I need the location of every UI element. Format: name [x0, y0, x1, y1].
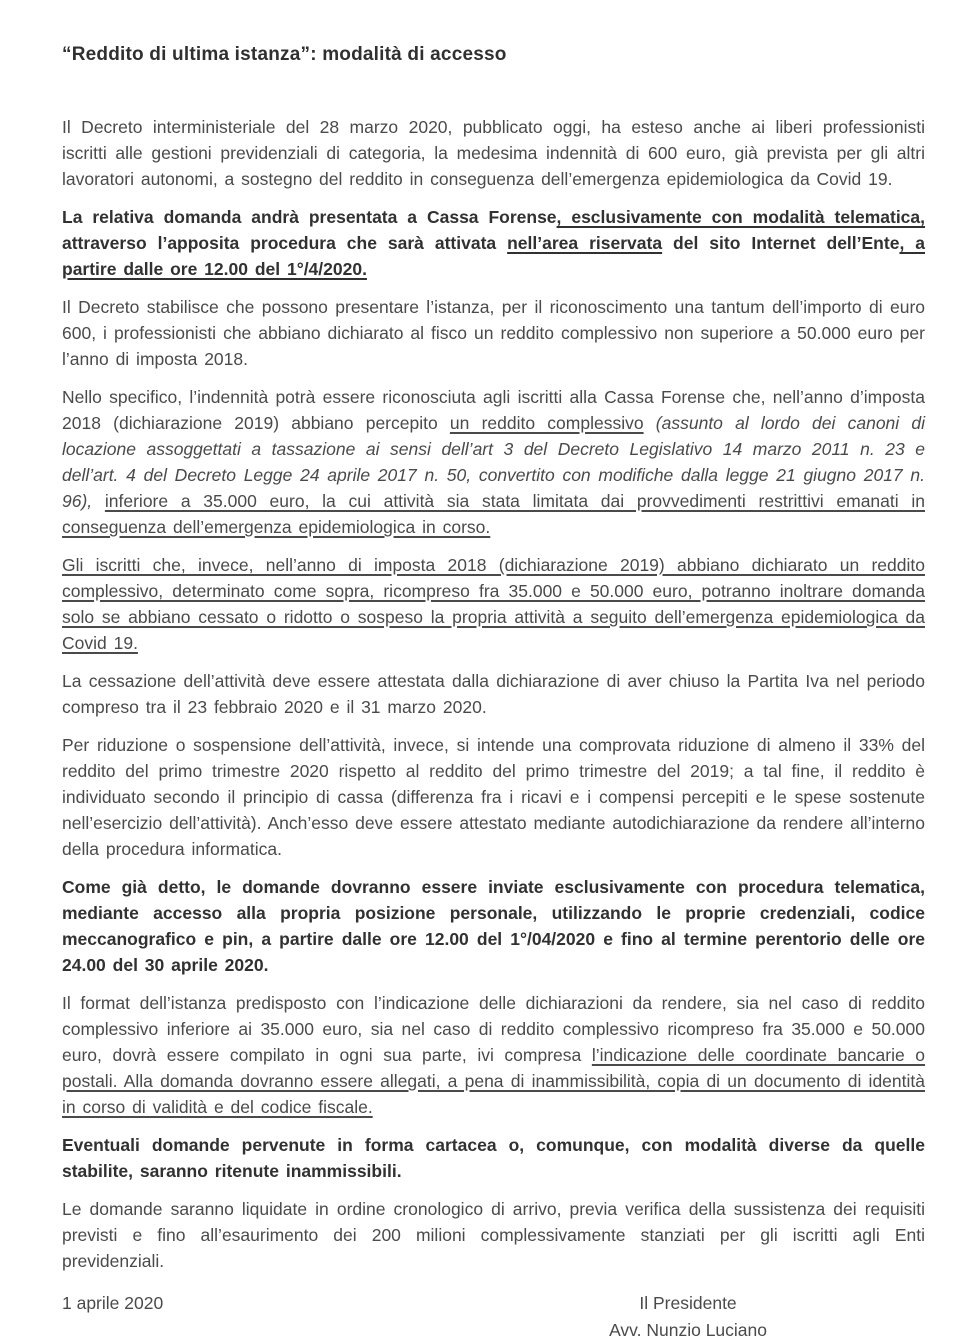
text-run: , esclusivamente con modalità telematica,	[556, 207, 926, 227]
paragraph	[62, 114, 925, 192]
paragraph	[62, 1132, 925, 1184]
text-run: Le domande saranno liquidate in ordine cronologico di arrivo, previa verifica della sussistenza dei requisiti previsti e fino all’esaurimento dei 200 milioni complessivamente stanziati per gli iscritti agli Enti previdenziali.	[62, 1199, 925, 1271]
text-run: inferiore a 35.000 euro, la cui attività sia stata limitata dai provvedimenti restrittivi emanati in conseguenza dell’emergenza epidemiologica in corso.	[62, 491, 925, 537]
text-run: attraverso l’apposita procedura che sarà attivata	[62, 233, 508, 253]
paragraph	[62, 294, 925, 372]
text-run: Per riduzione o sospensione dell’attività, invece, si intende una comprovata riduzione di almeno il 33% del reddito del primo trimestre 2020 rispetto al reddito del primo trimestre del 2019; a tal fine, il reddito è individuato secondo il principio di cassa (differenza fra i ricavi e i compensi percepiti e le spese sostenute nell’esercizio dell’attività). Anch’esso deve essere attestato mediante autodichiarazione da rendere all’interno della procedura informatica.	[62, 735, 925, 859]
paragraph	[62, 1196, 925, 1274]
paragraph	[62, 990, 925, 1120]
paragraph	[62, 384, 925, 540]
text-run: del sito Internet dell’Ente	[662, 233, 900, 253]
paragraph	[62, 732, 925, 862]
footer	[62, 1290, 925, 1344]
paragraph	[62, 874, 925, 978]
text-run: Il Decreto interministeriale del 28 marzo 2020, pubblicato oggi, ha esteso anche ai liberi professionisti iscritti alle gestioni previdenziali di categoria, la medesima indennità di 600 euro, già prevista per gli altri lavoratori autonomi, a sostegno del reddito in conseguenza dell’emergenza epidemiologica da Covid 19.	[62, 117, 925, 189]
text-run: Il Decreto stabilisce che possono presentare l’istanza, per il riconoscimento una tantum dell’importo di euro 600, i professionisti che abbiano dichiarato al fisco un reddito complessivo non superiore a 50.000 euro per l’anno di imposta 2018.	[62, 297, 925, 369]
text-run: Come già detto, le domande dovranno essere inviate esclusivamente con procedura telematica, mediante accesso alla propria posizione personale, utilizzando le proprie credenziali, codice meccanografico e pin, a partire dalle ore 12.00 del 1°/04/2020 e fino al termine perentorio delle ore 24.00 del 30 aprile 2020.	[62, 877, 925, 975]
footer-date: 1 aprile 2020	[62, 1293, 164, 1313]
text-run: La relativa domanda andrà presentata a Cassa Forense	[62, 207, 557, 227]
text-run: Gli iscritti che, invece, nell’anno di imposta 2018 (dichiarazione 2019) abbiano dichiarato un reddito complessivo, determinato come sopra, ricompreso fra 35.000 e 50.000 euro, potranno inoltrare domanda solo se abbiano cessato o ridotto o sospeso la propria attività a seguito dell’emergenza epidemiologica da Covid 19.	[62, 555, 925, 653]
text-run	[92, 491, 105, 511]
text-run: l’indicazione delle coordinate bancarie o postali. Alla domanda dovranno essere allegati, a pena di inammissibilità, copia di un documento di identità in corso di validità e del codice fiscale.	[62, 1045, 926, 1117]
document-body	[62, 114, 925, 1274]
signature-title: Il Presidente	[639, 1293, 737, 1313]
page-title: “Reddito di ultima istanza”: modalità di accesso	[62, 44, 507, 65]
text-run: (assunto al lordo dei canoni di locazione assoggettati a tassazione ai sensi dell’art 3 del Decreto Legislativo 14 marzo 2011 n. 23 e dell’art. 4 del Decreto Legge 24 aprile 2017 n. 50, convertito con modifiche dalla legge 21 giugno 2017 n. 96),	[62, 413, 925, 511]
paragraph	[62, 668, 925, 720]
paragraph	[62, 204, 925, 282]
paragraph	[62, 552, 925, 656]
signature-name: Avv. Nunzio Luciano	[609, 1320, 767, 1340]
text-run: Il format dell’istanza predisposto con l’indicazione delle dichiarazioni da rendere, sia nel caso di reddito complessivo inferiore ai 35.000 euro, sia nel caso di reddito complessivo ricompreso fra 35.000 e 50.000 euro, dovrà essere compilato in ogni sua parte, ivi compresa	[62, 993, 925, 1065]
text-run: , a partire dalle ore 12.00 del 1°/4/2020.	[62, 233, 925, 279]
text-run: Nello specifico, l’indennità potrà essere riconosciuta agli iscritti alla Cassa Forense che, nell’anno d’imposta 2018 (dichiarazione 2019) abbiano percepito	[62, 387, 925, 433]
signature-block	[609, 1290, 767, 1344]
text-run: La cessazione dell’attività deve essere attestata dalla dichiarazione di aver chiuso la Partita Iva nel periodo compreso tra il 23 febbraio 2020 e il 31 marzo 2020.	[62, 671, 925, 717]
text-run: un reddito complessivo	[449, 413, 644, 433]
text-run: nell’area riservata	[507, 233, 663, 253]
text-run	[644, 413, 656, 433]
text-run: Eventuali domande pervenute in forma cartacea o, comunque, con modalità diverse da quelle stabilite, saranno ritenute inammissibili.	[62, 1135, 925, 1181]
